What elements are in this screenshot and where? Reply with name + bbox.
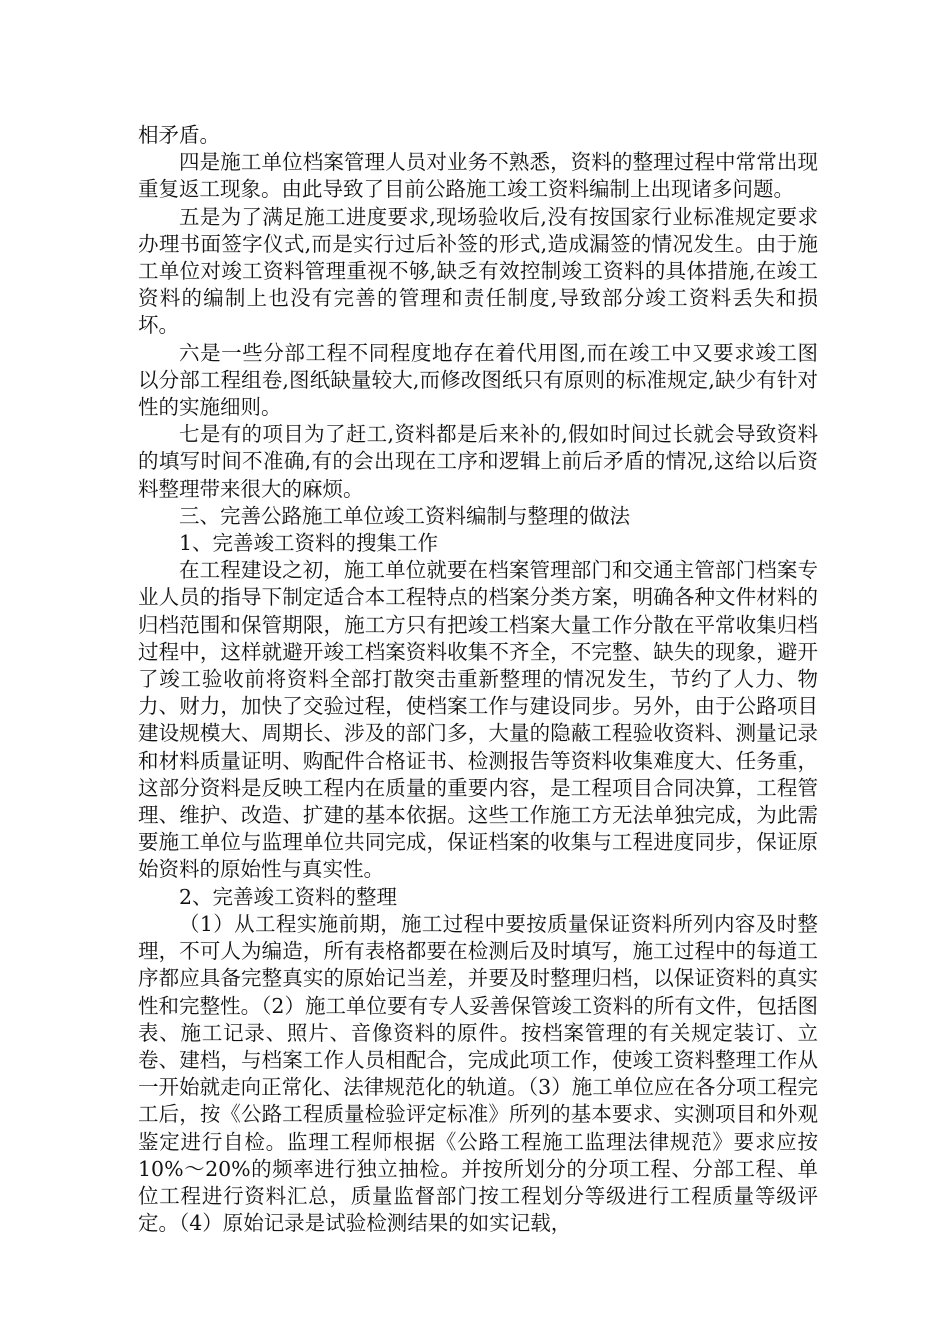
subsection-heading-organization: 2、完善竣工资料的整理: [179, 884, 398, 909]
paragraph-collection: 在工程建设之初，施工单位就要在档案管理部门和交通主管部门档案专业人员的指导下制定适合本工程特点的档案分类方案，明确各种文件材料的归档范围和保管期限，施工方只有把竣工档案大量工作分散在平常收集归档过程中，这样就避开竣工档案资料收集不齐全，不完整、缺失的现象，避开了竣工验收前将资料全部打散突击重新整理的情况发生，节约了人力、物力、财力，加快了交验过程，使档案工作与建设同步。另外，由于公路项目建设规模大、周期长、涉及的部门多，大量的隐蔽工程验收资料、测量记录和材料质量证明、购配件合格证书、检测报告等资料收集难度大、任务重，这部分资料是反映工程内在质量的重要内容，是工程项目合同决算，工程管理、维护、改造、扩建的基本依据。这些工作施工方无法单独完成，为此需要施工单位与监理单位共同完成，保证档案的收集与工程进度同步，保证原始资料的原始性与真实性。: [138, 558, 818, 882]
paragraph-item-six: 六是一些分部工程不同程度地存在着代用图,而在竣工中又要求竣工图以分部工程组卷,图纸缺量较大,而修改图纸只有原则的标准规定,缺少有针对性的实施细则。: [138, 340, 818, 420]
paragraph-item-five: 五是为了满足施工进度要求,现场验收后,没有按国家行业标准规定要求办理书面签字仪式,而是实行过后补签的形式,造成漏签的情况发生。由于施工单位对竣工资料管理重视不够,缺乏有效控制竣工资料的具体措施,在竣工资料的编制上也没有完善的管理和责任制度,导致部分竣工资料丢失和损坏。: [138, 204, 818, 338]
subsection-heading-collection: 1、完善竣工资料的搜集工作: [179, 531, 439, 556]
section-heading-three: 三、完善公路施工单位竣工资料编制与整理的做法: [179, 503, 630, 528]
document-body: [138, 122, 818, 1237]
paragraph-continuation: 相矛盾。: [138, 123, 220, 147]
paragraph-item-seven: 七是有的项目为了赶工,资料都是后来补的,假如时间过长就会导致资料的填写时间不准确,有的会出现在工序和逻辑上前后矛盾的情况,这给以后资料整理带来很大的麻烦。: [138, 422, 818, 501]
paragraph-organization: （1）从工程实施前期，施工过程中要按质量保证资料所列内容及时整理，不可人为编造，所有表格都要在检测后及时填写，施工过程中的每道工序都应具备完整真实的原始记当差，并要及时整理归档，以保证资料的真实性和完整性。（2）施工单位要有专人妥善保管竣工资料的所有文件，包括图表、施工记录、照片、音像资料的原件。按档案管理的有关规定装订、立卷、建档，与档案工作人员相配合，完成此项工作，使竣工资料整理工作从一开始就走向正常化、法律规范化的轨道。（3）施工单位应在各分项工程完工后，按《公路工程质量检验评定标准》所列的基本要求、实测项目和外观鉴定进行自检。监理工程师根据《公路工程施工监理法律规范》要求应按10%～20%的频率进行独立抽检。并按所划分的分项工程、分部工程、单位工程进行资料汇总，质量监督部门按工程划分等级进行工程质量等级评定。（4）原始记录是试验检测结果的如实记载，: [138, 911, 818, 1236]
paragraph-item-four: 四是施工单位档案管理人员对业务不熟悉，资料的整理过程中常常出现重复返工现象。由此导致了目前公路施工竣工资料编制上出现诸多问题。: [138, 150, 818, 202]
